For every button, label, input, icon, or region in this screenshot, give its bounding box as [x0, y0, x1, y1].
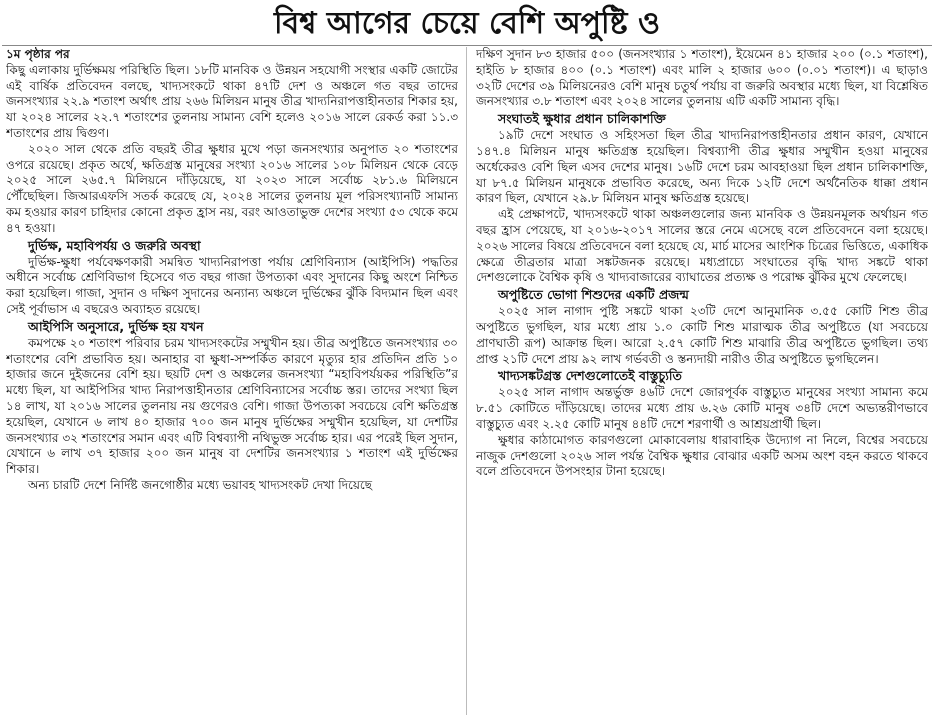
- subheading: দুর্ভিক্ষ, মহাবিপর্যয় ও জরুরি অবস্থা: [28, 237, 201, 253]
- paragraph: ক্ষুধার কাঠামোগত কারণগুলো মোকাবেলায় ধারাবাহিক উদ্যোগ না নিলে, বিশ্বের সবচেয়ে নাজুক দেশগুলো ২০২৬ সাল পর্যন্ত বৈশ্বিক ক্ষুধার বোঝার একটি অসম অংশ বহন করতে থাকবে বলে প্রতিবেদনে উপসংহার টানা হয়েছে।: [476, 432, 928, 479]
- subheading: খাদ্যসঙ্কটগ্রস্ত দেশগুলোতেই বাস্তুচ্যুতি: [498, 368, 682, 384]
- paragraph: ২০২০ সাল থেকে প্রতি বছরই তীব্র ক্ষুধার মুখে পড়া জনসংখ্যার অনুপাত ২০ শতাংশের ওপরে রয়েছে। প্রকৃত অর্থে, ক্ষতিগ্রস্ত মানুষের সংখ্যা ২০১৬ সালের ১০৮ মিলিয়ন থেকে বেড়ে ২০২৫ সালে ২৬৫.৭ মিলিয়নে দাঁড়িয়েছে, যা ২০২৩ সালে সর্বোচ্চ ২৮১.৬ মিলিয়নে পৌঁছেছিল। জিআরএফসি সতর্ক করেছে যে, ২০২৪ সালের তুলনায় মূল পরিসংখ্যানটি সামান্য কম হওয়ার কারণ চাহিদার কোনো প্রকৃত হ্রাস নয়, বরং আওতাভুক্ত দেশের সংখ্যা ৫৩ থেকে কমে ৪৭ হওয়া।: [6, 141, 458, 235]
- subheading: অপুষ্টিতে ভোগা শিশুদের একটি প্রজন্ম: [498, 287, 689, 303]
- left-column: [6, 47, 458, 715]
- paragraph: দক্ষিণ সুদান ৮৩ হাজার ৫০০ (জনসংখ্যার ১ শতাংশ), ইয়েমেন ৪১ হাজার ২০০ (০.১ শতাংশ), হাইতি ৮ হাজার ৪০০ (০.১ শতাংশ) এবং মালি ২ হাজার ৬০০ (০.০১ শতাংশ)। এ ছাড়াও ৩২টি দেশের ৩৯ মিলিয়নেরও বেশি মানুষ চতুর্থ পর্যায় বা জরুরি অবস্থার মধ্যে ছিল, যা বিশ্লেষিত জনসংখ্যার ৩.৮ শতাংশ এবং ২০২৪ সালের তুলনায় এটি একটি সামান্য বৃদ্ধি।: [476, 47, 928, 109]
- subheading: আইপিসি অনুসারে, দুর্ভিক্ষ হয় যখন: [28, 318, 204, 334]
- paragraph: দুর্ভিক্ষ-ক্ষুধা পর্যবেক্ষণকারী সমন্বিত খাদ্যনিরাপত্তা পর্যায় শ্রেণিবিন্যাস (আইপিসি) পদ্ধতির অধীনে সর্বোচ্চ শ্রেণিবিভাগ হিসেবে গত বছর গাজা উপত্যকা এবং সুদানের কিছু অংশে নিশ্চিত করা হয়েছিল। গাজা, সুদান ও দক্ষিণ সুদানের অন্যান্য অঞ্চলে দুর্ভিক্ষের ঝুঁকি বিদ্যমান ছিল এবং সেই পূর্বাভাস এ বছরেও অব্যাহত রয়েছে।: [6, 254, 458, 316]
- paragraph: কিছু এলাকায় দুর্ভিক্ষময় পরিস্থিতি ছিল। ১৮টি মানবিক ও উন্নয়ন সহযোগী সংস্থার একটি জোটের এই বার্ষিক প্রতিবেদন বলছে, খাদ্যসংকটে থাকা ৪৭টি দেশ ও অঞ্চলে গত বছর তাদের জনসংখ্যার ২২.৯ শতাংশ অর্থাৎ প্রায় ২৬৬ মিলিয়ন মানুষ তীব্র খাদ্যনিরাপত্তাহীনতার শিকার হয়, যা ২০২৪ সালের ২২.৭ শতাংশের তুলনায় সামান্য বেশি হলেও ২০১৬ সালে রেকর্ড করা ১১.৩ শতাংশের প্রায় দ্বিগুণ।: [6, 62, 458, 140]
- headline: বিশ্ব আগের চেয়ে বেশি অপুষ্টি ও: [273, 6, 661, 41]
- column-divider: [466, 47, 467, 715]
- paragraph: অন্য চারটি দেশে নির্দিষ্ট জনগোষ্ঠীর মধ্যে ভয়াবহ খাদ্যসংকট দেখা দিয়েছে: [28, 477, 373, 492]
- paragraph: ২০২৫ সাল নাগাদ পুষ্টি সঙ্কটে থাকা ২৩টি দেশে আনুমানিক ৩.৫৫ কোটি শিশু তীব্র অপুষ্টিতে ভুগছিল, যার মধ্যে প্রায় ১.০ কোটি শিশু মারাত্মক তীব্র অপুষ্টিতে (যা সবচেয়ে প্রাণঘাতী রূপ) আক্রান্ত ছিল। আরো ২.৫৭ কোটি শিশু মাঝারি তীব্র অপুষ্টিতে ভুগছিল। তথ্য প্রাপ্ত ২১টি দেশে প্রায় ৯২ লাখ গর্ভবতী ও স্তন্যদায়ী নারীও তীব্র অপুষ্টিতে ভুগছিলেন।: [476, 304, 928, 366]
- continuation-note: ১ম পৃষ্ঠার পর: [6, 47, 70, 61]
- subheading: সংঘাতই ক্ষুধার প্রধান চালিকাশক্তি: [498, 111, 666, 127]
- right-column: [476, 47, 928, 715]
- paragraph: কমপক্ষে ২০ শতাংশ পরিবার চরম খাদ্যসংকটের সম্মুখীন হয়। তীব্র অপুষ্টিতে জনসংখ্যার ৩০ শতাংশের বেশি প্রভাবিত হয়। অনাহার বা ক্ষুধা-সম্পর্কিত কারণে মৃত্যুর হার প্রতিদিন প্রতি ১০ হাজার জনে দুইজনের বেশি হয়। ছয়টি দেশ ও অঞ্চলের জনসংখ্যা “মহাবিপর্যয়কর পরিস্থিতি”র মধ্যে ছিল, যা আইপিসির খাদ্য নিরাপত্তাহীনতার শ্রেণিবিন্যাসের সর্বোচ্চ স্তর। তাদের সংখ্যা ছিল ১৪ লাখ, যা ২০১৬ সালের তুলনায় নয় গুণেরও বেশি। গাজা উপত্যকা সবচেয়ে বেশি ক্ষতিগ্রস্ত হয়েছিল, যেখানে ৬ লাখ ৪০ হাজার ৭০০ জন মানুষ দুর্ভিক্ষের সম্মুখীন হয়েছিল, যা দেশটির জনসংখ্যার ৩২ শতাংশের সমান এবং এটি বিশ্বব্যাপী নথিভুক্ত সর্বোচ্চ হার। এর পরেই ছিল সুদান, যেখানে ৬ লাখ ৩৭ হাজার ২০০ জন মানুষ বা দেশটির জনসংখ্যার ১ শতাংশ এই দুর্ভিক্ষের শিকার।: [6, 335, 458, 477]
- paragraph: ২০২৫ সাল নাগাদ অন্তর্ভুক্ত ৪৬টি দেশে জোরপূর্বক বাস্তুচ্যুত মানুষের সংখ্যা সামান্য কমে ৮.৫১ কোটিতে দাঁড়িয়েছে। তাদের মধ্যে প্রায় ৬.২৬ কোটি মানুষ ৩৪টি দেশে অভ্যন্তরীণভাবে বাস্তুচ্যুত এবং ২.২৫ কোটি মানুষ ৪৪টি দেশে শরণার্থী ও আশ্রয়প্রার্থী ছিল।: [476, 385, 928, 431]
- paragraph: এই প্রেক্ষাপটে, খাদ্যসংকটে থাকা অঞ্চলগুলোর জন্য মানবিক ও উন্নয়নমূলক অর্থায়ন গত বছর হ্রাস পেয়েছে, যা ২০১৬-২০১৭ সালের স্তরে নেমে এসেছে বলে প্রতিবেদনে বলা হয়েছে। ২০২৬ সালের বিষয়ে প্রতিবেদনে বলা হয়েছে যে, মার্চ মাসের আংশিক চিত্রের ভিত্তিতে, একাধিক ক্ষেত্রে তীব্রতার মাত্রা সঙ্কটজনক রয়েছে। মধ্যপ্রাচ্যে সংঘাতের বৃদ্ধি খাদ্য সঙ্কটে থাকা দেশগুলোকে বৈশ্বিক কৃষি ও খাদ্যবাজারের ব্যাঘাতের প্রত্যক্ষ ও পরোক্ষ ঝুঁকির মুখে ফেলেছে।: [476, 207, 928, 285]
- paragraph: ১৯টি দেশে সংঘাত ও সহিংসতা ছিল তীব্র খাদ্যনিরাপত্তাহীনতার প্রধান কারণ, যেখানে ১৪৭.৪ মিলিয়ন মানুষ ক্ষতিগ্রস্ত হয়েছিল। বিশ্বব্যাপী তীব্র ক্ষুধার সম্মুখীন হওয়া মানুষের অর্ধেকেরও বেশি ছিল এসব দেশের মানুষ। ১৬টি দেশে চরম আবহাওয়া ছিল প্রধান চালিকাশক্তি, যা ৮৭.৫ মিলিয়ন মানুষকে প্রভাবিত করেছে, অন্য দিকে ১২টি দেশে অর্থনৈতিক ধাক্কা প্রধান কারণ ছিল, যেখানে ২৯.৮ মিলিয়ন মানুষ ক্ষতিগ্রস্ত হয়েছে।: [476, 128, 928, 206]
- headline-rule: [2, 45, 932, 46]
